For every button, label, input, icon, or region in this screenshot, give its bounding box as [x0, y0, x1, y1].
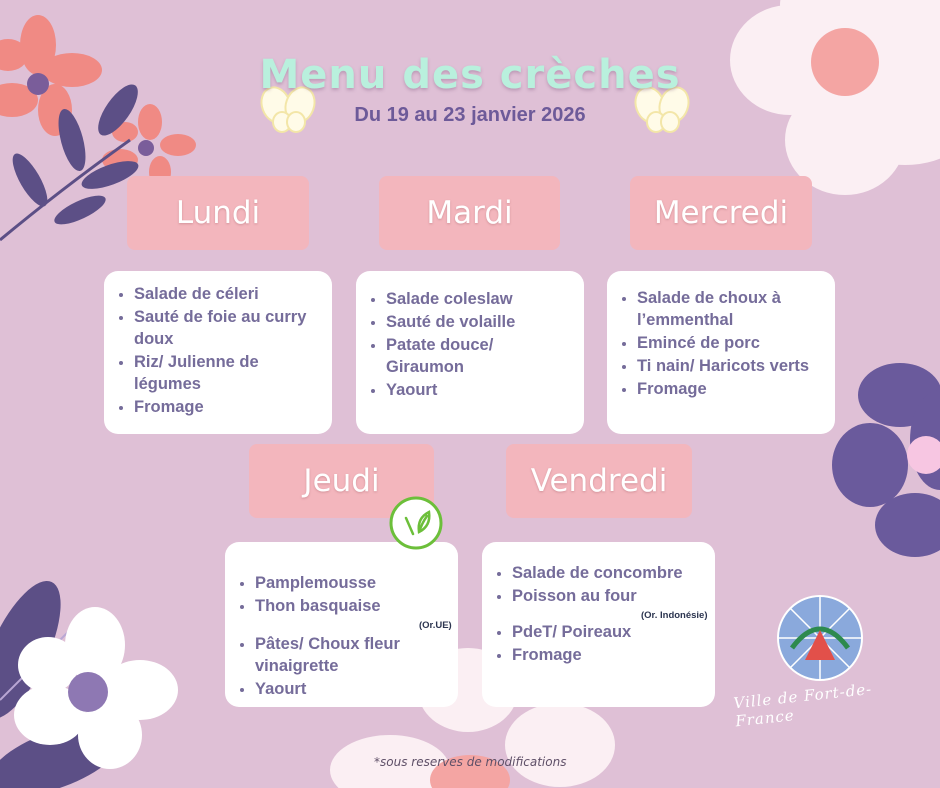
menu-item: • Salade de concombre [512, 562, 705, 584]
menu-item: • Pâtes/ Choux fleur vinaigrette [255, 633, 448, 677]
menu-item: • PdeT/ Poireaux [512, 621, 705, 643]
menu-item: • Salade de céleri [134, 283, 322, 305]
purple-flower-right [832, 363, 940, 557]
menu-list [366, 288, 574, 401]
origin-label-vendredi: (Or. Indonésie) [641, 610, 708, 621]
menu-item: • Sauté de foie au curry doux [134, 306, 322, 350]
page-title: Menu des crèches [259, 52, 681, 98]
page-subtitle: Du 19 au 23 janvier 2026 [354, 104, 586, 126]
leaf-icon [389, 496, 443, 550]
menu-item: • Pamplemousse [255, 572, 448, 594]
menu-item: • Yaourt [255, 678, 448, 700]
menu-item: • Poisson au four [512, 585, 705, 607]
menu-list [235, 572, 448, 700]
city-logo-icon [778, 596, 862, 680]
day-label-mardi: Mardi [379, 176, 560, 250]
menu-item: • Patate douce/ Giraumon [386, 334, 574, 378]
menu-item: • Thon basquaise [255, 595, 448, 617]
day-label-jeudi: Jeudi [249, 444, 434, 518]
menu-item: • Ti nain/ Haricots verts [637, 355, 825, 377]
menu-card-mardi [356, 271, 584, 434]
menu-card-lundi [104, 271, 332, 434]
menu-item: • Emincé de porc [637, 332, 825, 354]
menu-item: • Riz/ Julienne de légumes [134, 351, 322, 395]
menu-list [114, 283, 322, 418]
menu-item: • Salade coleslaw [386, 288, 574, 310]
menu-card-mercredi [607, 271, 835, 434]
menu-item: • Fromage [512, 644, 705, 666]
menu-item: • Fromage [134, 396, 322, 418]
city-signature: Ville de Fort-de-France [732, 679, 874, 731]
day-label-mercredi: Mercredi [630, 176, 812, 250]
menu-list [617, 287, 825, 400]
menu-item: • Yaourt [386, 379, 574, 401]
menu-card-vendredi [482, 542, 715, 707]
day-label-vendredi: Vendredi [506, 444, 692, 518]
footnote: *sous reserves de modifications [374, 755, 567, 769]
menu-item: • Fromage [637, 378, 825, 400]
menu-item: • Salade de choux à l’emmenthal [637, 287, 825, 331]
menu-item: • Sauté de volaille [386, 311, 574, 333]
day-label-lundi: Lundi [127, 176, 309, 250]
origin-label-jeudi: (Or.UE) [419, 620, 452, 631]
